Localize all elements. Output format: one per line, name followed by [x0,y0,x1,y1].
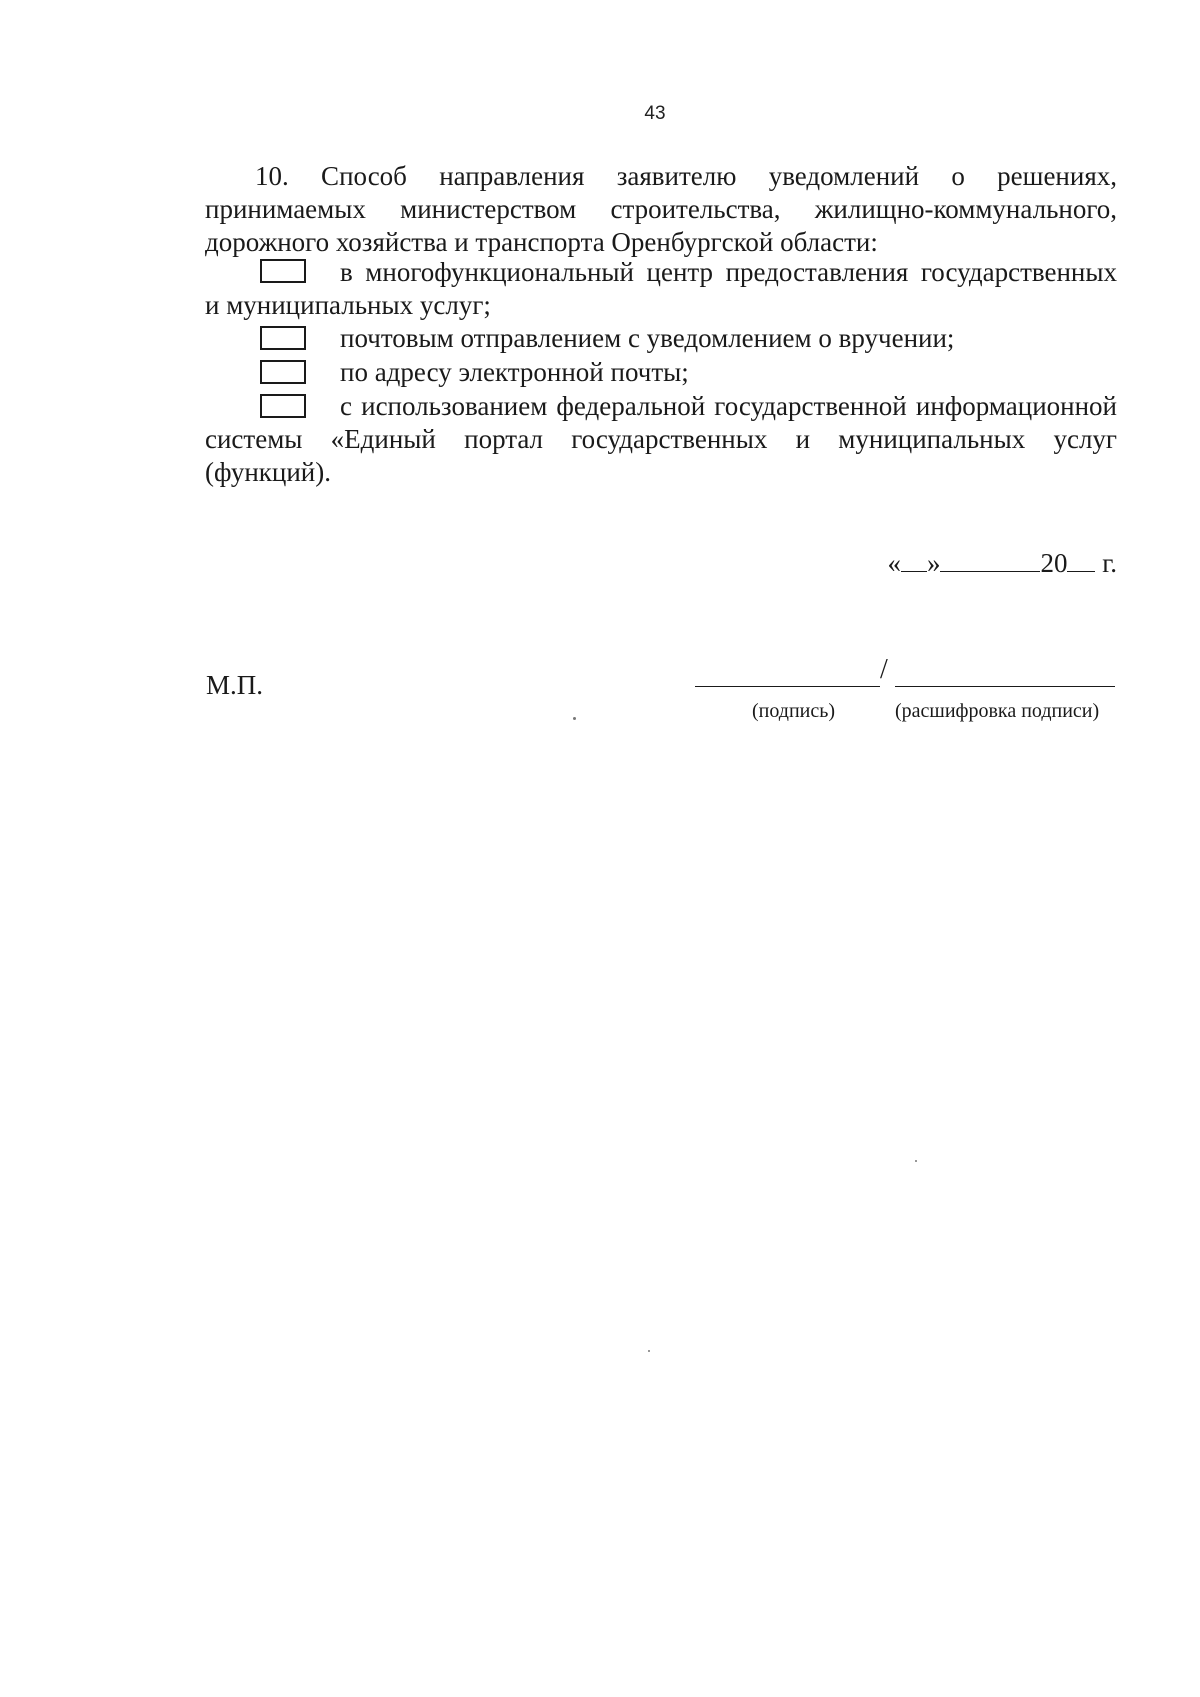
section-line-2: принимаемых министерством строительства, жилищно-коммунального, [205,194,1117,224]
date-open-quote: « [887,548,901,578]
year-suffix: г. [1102,548,1117,578]
stamp-label: М.П. [206,670,264,700]
checkbox-epgu[interactable] [260,394,306,418]
signature-slash: / [880,654,888,685]
signature-line[interactable] [695,686,880,687]
scan-speck [915,1160,917,1162]
option-email: по адресу электронной почты; [340,357,689,387]
year-prefix: 20 [1040,548,1068,578]
scan-speck [573,717,576,720]
page-number: 43 [644,103,666,124]
checkbox-mfc[interactable] [260,259,306,283]
date-close-quote: » [926,548,941,578]
option-epgu-line-1: с использованием федеральной государственной информационной [340,391,1117,421]
year-blank[interactable] [1067,549,1095,572]
option-post: почтовым отправлением с уведомлением о вручении; [340,323,955,353]
section-line-1: 10. Способ направления заявителю уведомлений о решениях, [255,161,1117,191]
scan-speck [648,1350,650,1352]
signature-caption: (подпись) [752,700,836,722]
signature-decode-line[interactable] [895,686,1115,687]
date-line [887,548,1117,579]
signature-decode-caption: (расшифровка подписи) [895,700,1100,722]
checkbox-post[interactable] [260,326,306,350]
month-blank[interactable] [940,549,1040,572]
checkbox-email[interactable] [260,360,306,384]
option-mfc-line-2: и муниципальных услуг; [205,290,491,320]
option-mfc-line-1: в многофункциональный центр предоставления государственных [340,257,1117,287]
option-epgu-line-2: системы «Единый портал государственных и муниципальных услуг [205,424,1117,454]
day-blank[interactable] [901,549,927,572]
option-epgu-line-3: (функций). [205,457,331,487]
section-line-3: дорожного хозяйства и транспорта Оренбургской области: [205,227,878,257]
